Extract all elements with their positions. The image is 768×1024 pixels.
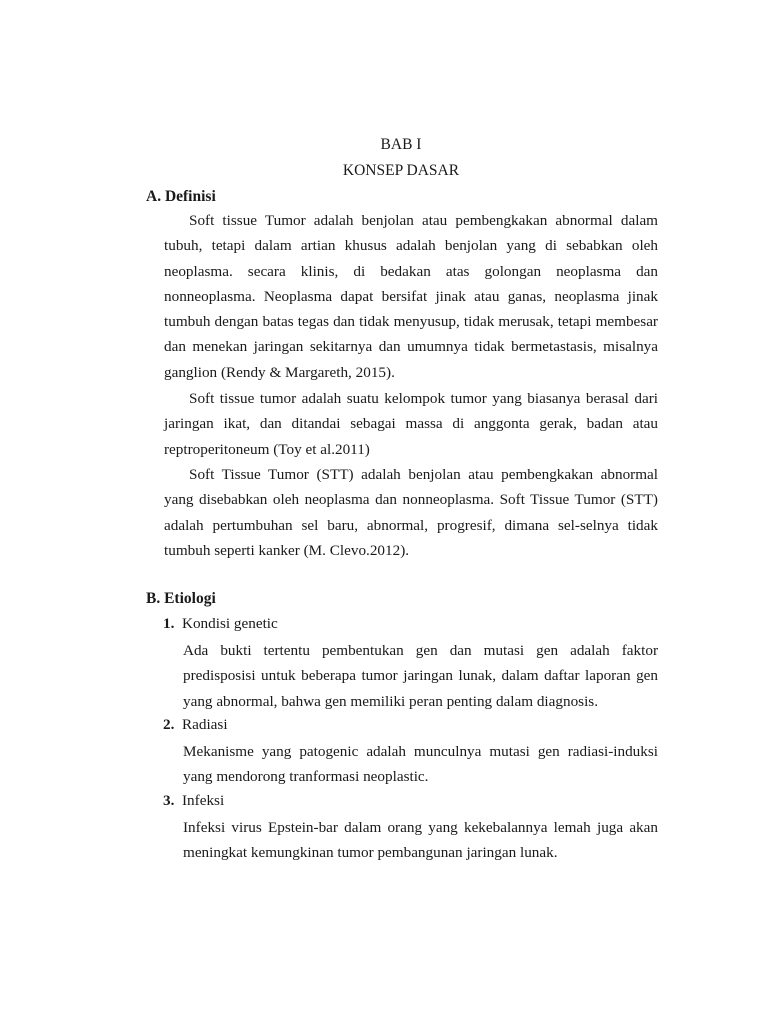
etiology-item-1 [163, 614, 278, 634]
etiology-item-1-text: Ada bukti tertentu pembentukan gen dan mutasi gen adalah faktor predisposisi untuk beberapa tumor jaringan lunak, dalam daftar laporan gen yang abnormal, bahwa gen memiliki peran penting dalam diagnosis. [183, 642, 658, 710]
list-number: 1. [163, 615, 175, 632]
list-item-title: Infeksi [182, 792, 225, 809]
etiology-item-2 [163, 715, 228, 735]
definition-paragraph-1: Soft tissue Tumor adalah benjolan atau pembengkakan abnormal dalam tubuh, tetapi dalam artian khusus adalah benjolan yang di sebabkan oleh neoplasma. secara klinis, di bedakan atas golongan neoplasma dan nonneoplasma. Neoplasma dapat bersifat jinak atau ganas, neoplasma jinak tumbuh dengan batas tegas dan tidak menyusup, tidak merusak, tetapi membesar dan menekan jaringan sekitarnya dan umumnya tidak bermetastasis, misalnya ganglion (Rendy & Margareth, 2015). [164, 212, 658, 381]
etiology-item-3 [163, 791, 224, 811]
list-number: 2. [163, 716, 175, 733]
definition-paragraph-3: Soft Tissue Tumor (STT) adalah benjolan atau pembengkakan abnormal yang disebabkan oleh neoplasma dan nonneoplasma. Soft Tissue Tumor (STT) adalah pertumbuhan sel baru, abnormal, progresif, dimana sel-selnya tidak tumbuh seperti kanker (M. Clevo.2012). [164, 466, 658, 559]
list-number: 3. [163, 792, 175, 809]
chapter-number: BAB I [380, 136, 422, 153]
chapter-title: KONSEP DASAR [342, 162, 460, 179]
section-b-heading: B. Etiologi [146, 590, 216, 607]
section-a-heading: A. Definisi [146, 188, 216, 205]
etiology-item-2-text: Mekanisme yang patogenic adalah munculnya mutasi gen radiasi-induksi yang mendorong tranformasi neoplastic. [183, 743, 658, 786]
list-item-title: Radiasi [182, 716, 228, 733]
etiology-item-3-text: Infeksi virus Epstein-bar dalam orang yang kekebalannya lemah juga akan meningkat kemungkinan tumor pembangunan jaringan lunak. [183, 819, 658, 862]
definition-paragraph-2: Soft tissue tumor adalah suatu kelompok tumor yang biasanya berasal dari jaringan ikat, dan ditandai sebagai massa di anggonta gerak, badan atau reptroperitoneum (Toy et al.2011) [164, 390, 658, 458]
list-item-title: Kondisi genetic [182, 615, 278, 632]
